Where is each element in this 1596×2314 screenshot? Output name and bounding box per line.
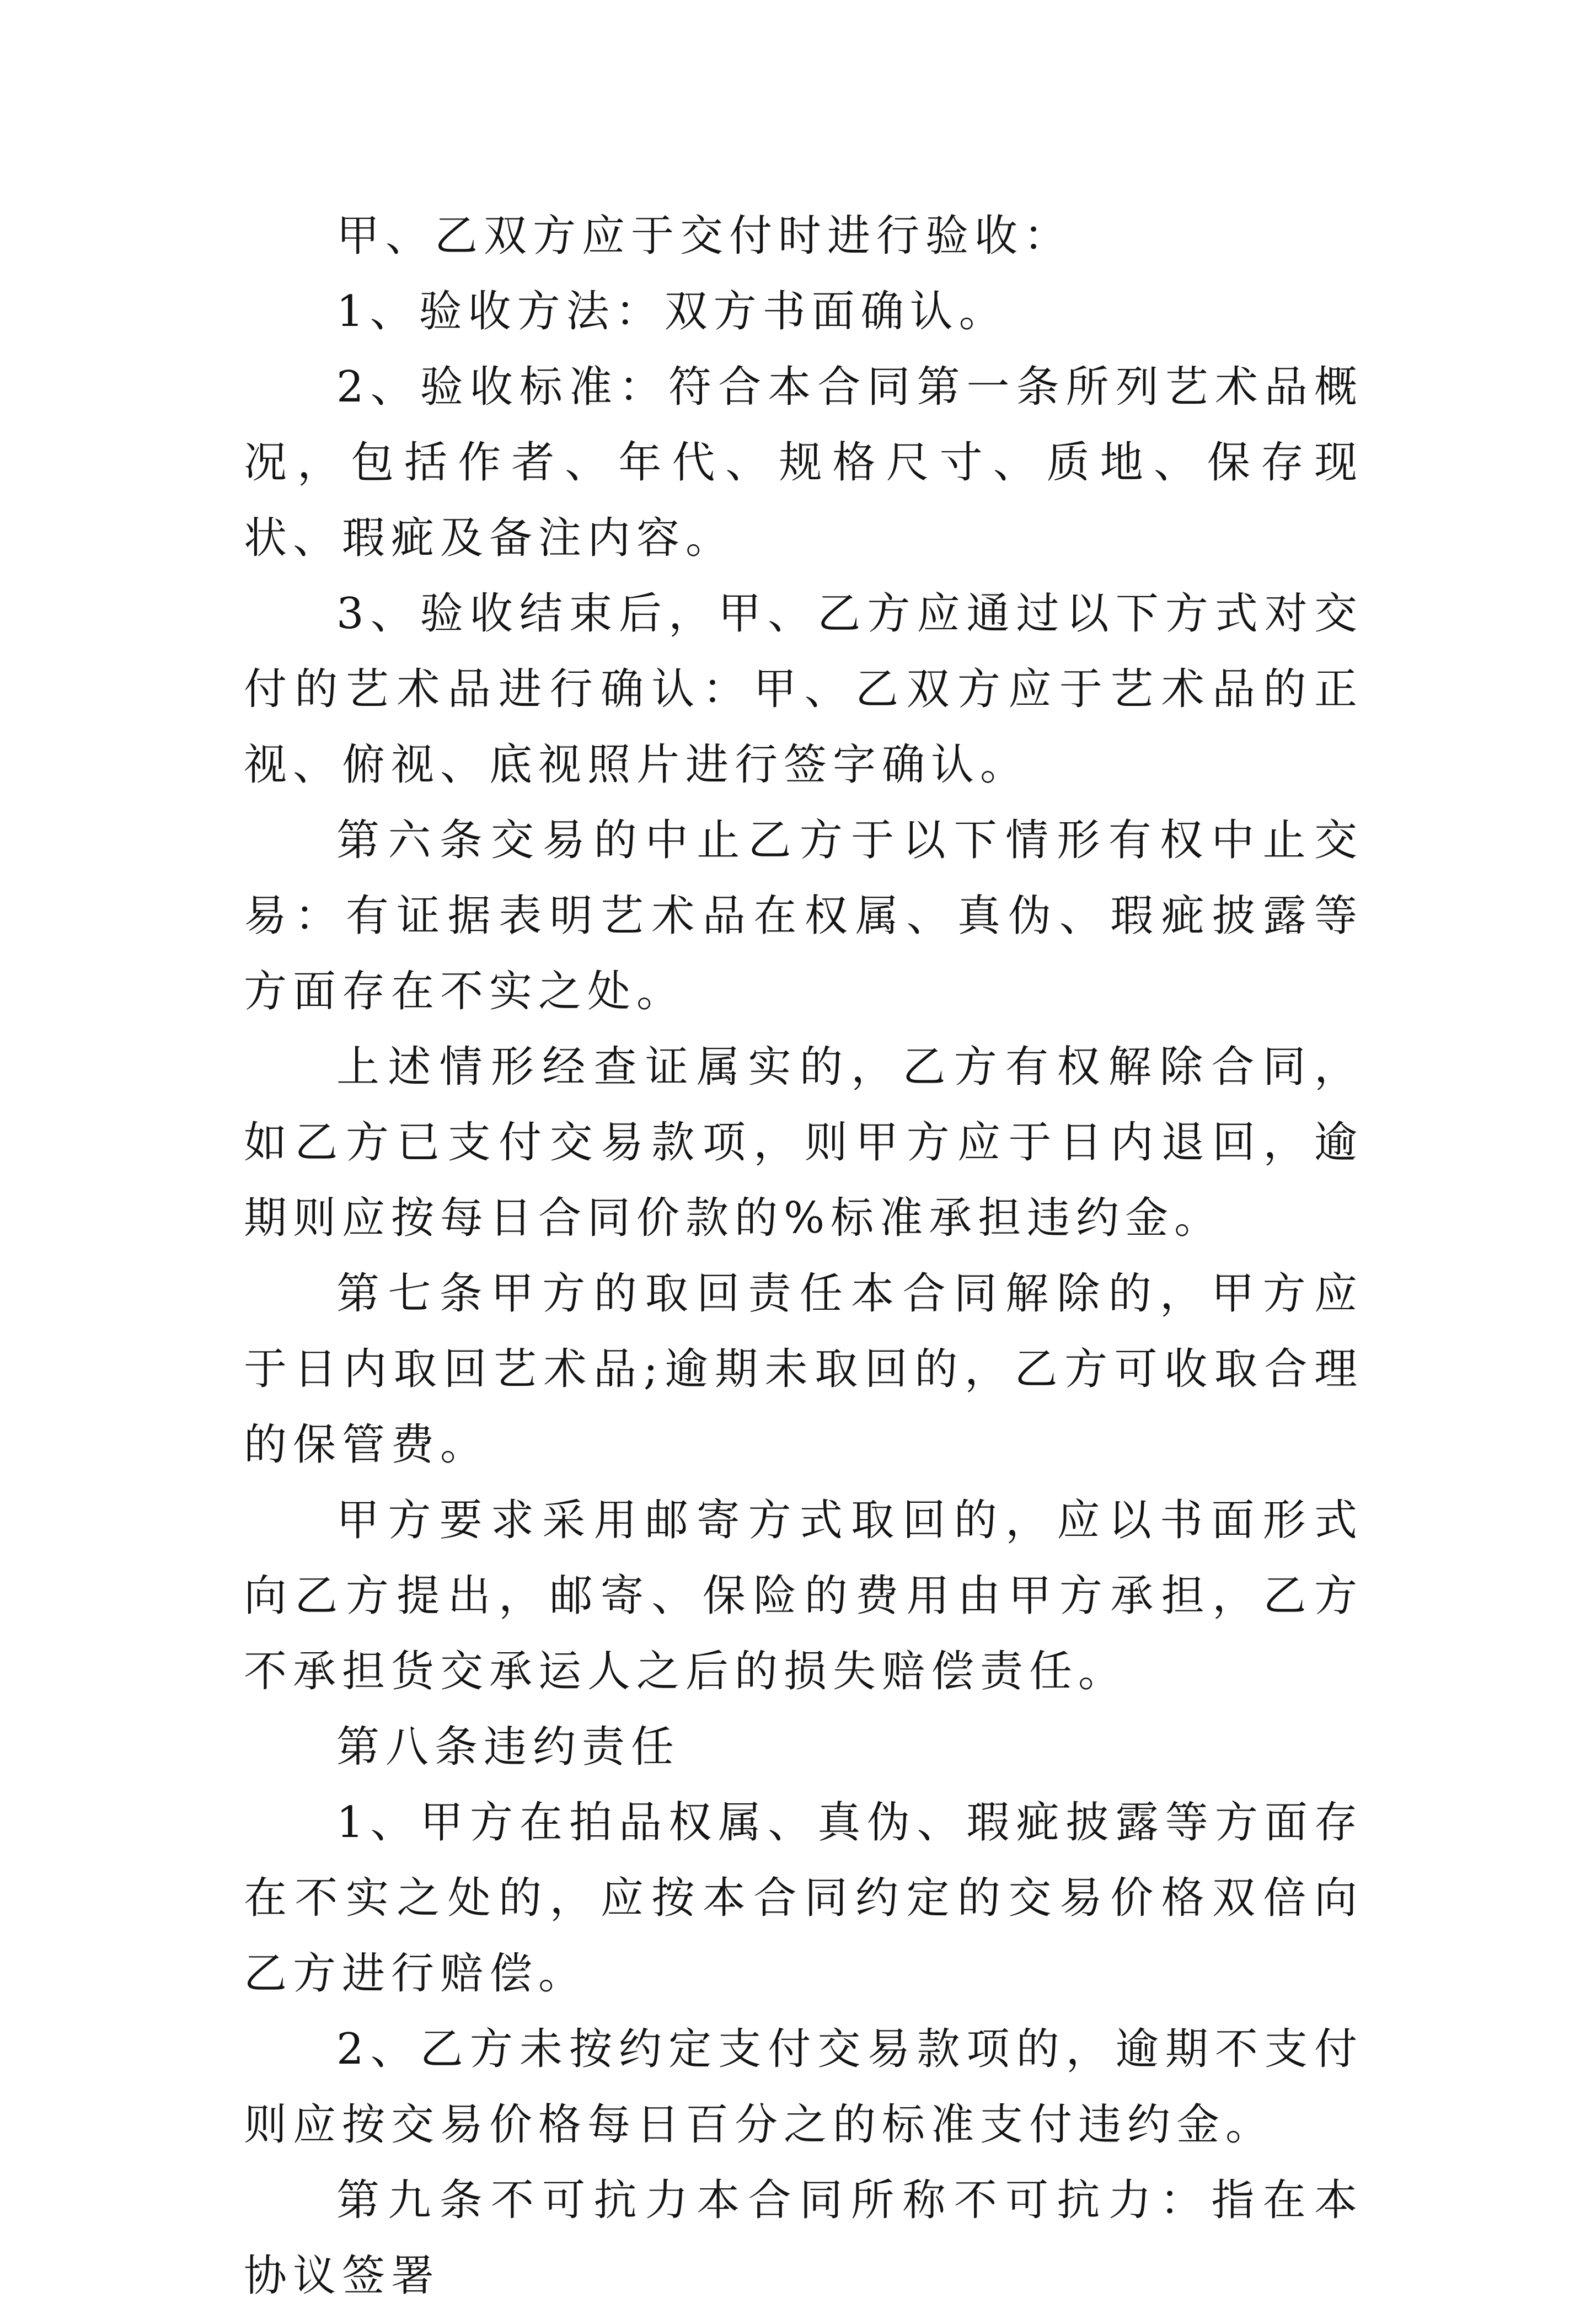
- paragraph-termination-refund: 上述情形经查证属实的，乙方有权解除合同，如乙方已支付交易款项，则甲方应于日内退回，逾期则应按每日合同价款的%标准承担违约金。: [244, 1042, 1363, 1243]
- document-body: [244, 199, 1363, 2314]
- paragraph-article-nine: 第九条不可抗力本合同所称不可抗力：指在本协议签署: [244, 2176, 1363, 2301]
- paragraph-acceptance-intro: 甲、乙双方应于交付时进行验收：: [336, 211, 1073, 261]
- paragraph-acceptance-confirmation: 3、验收结束后，甲、乙方应通过以下方式对交付的艺术品进行确认：甲、乙双方应于艺术品的正视、俯视、底视照片进行签字确认。: [244, 589, 1363, 790]
- paragraph-article-six: 第六条交易的中止乙方于以下情形有权中止交易：有证据表明艺术品在权属、真伪、瑕疵披露等方面存在不实之处。: [244, 816, 1363, 1016]
- paragraph-acceptance-method: 1、验收方法：双方书面确认。: [336, 287, 1008, 336]
- paragraph-article-eight-heading: 第八条违约责任: [336, 1722, 681, 1772]
- paragraph-breach-party-b: 2、乙方未按约定支付交易款项的，逾期不支付则应按交易价格每日百分之的标准支付违约金。: [244, 2024, 1363, 2150]
- paragraph-breach-party-a: 1、甲方在拍品权属、真伪、瑕疵披露等方面存在不实之处的，应按本合同约定的交易价格双倍向乙方进行赔偿。: [244, 1798, 1363, 1999]
- paragraph-mail-return: 甲方要求采用邮寄方式取回的，应以书面形式向乙方提出，邮寄、保险的费用由甲方承担，乙方不承担货交承运人之后的损失赔偿责任。: [244, 1496, 1363, 1696]
- paragraph-acceptance-standard: 2、验收标准：符合本合同第一条所列艺术品概况，包括作者、年代、规格尺寸、质地、保存现状、瑕疵及备注内容。: [244, 362, 1363, 563]
- paragraph-article-seven: 第七条甲方的取回责任本合同解除的，甲方应于日内取回艺术品;逾期未取回的，乙方可收取合理的保管费。: [244, 1269, 1363, 1470]
